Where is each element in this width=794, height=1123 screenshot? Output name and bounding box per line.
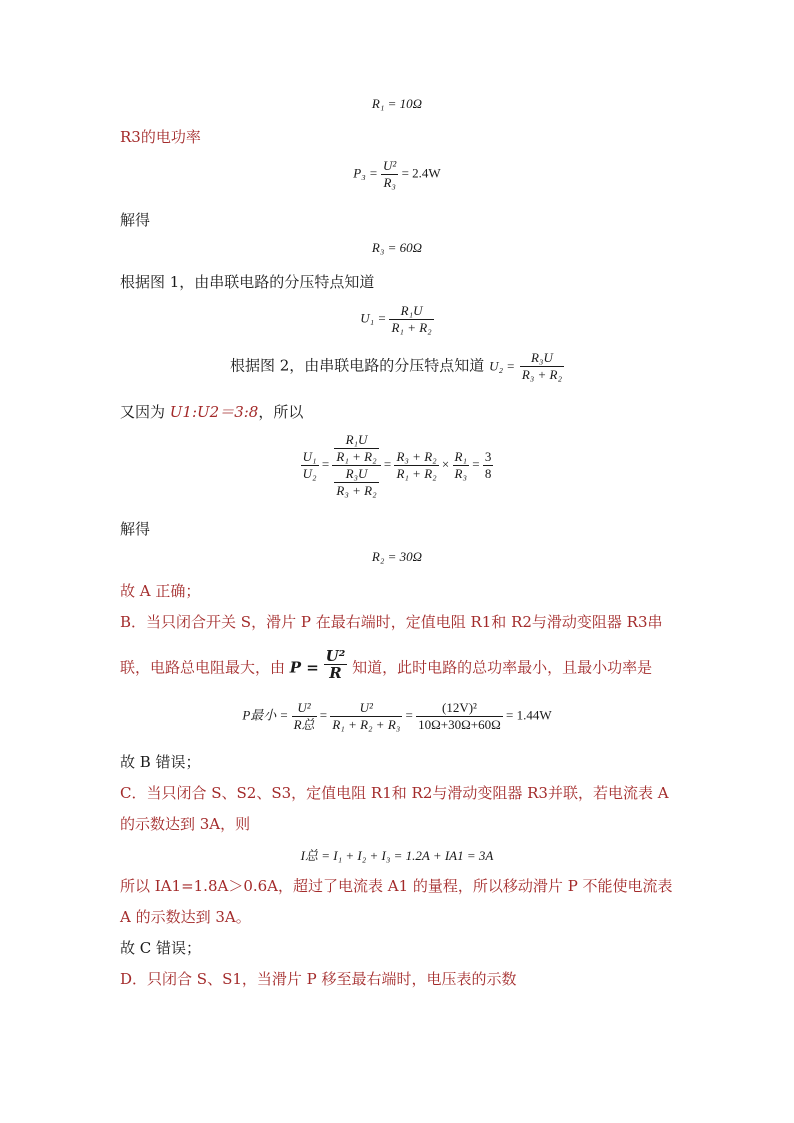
equation-current: [0, 845, 794, 864]
paragraph-text: 根据图 1，由串联电路的分压特点知道: [120, 273, 375, 291]
fraction: [453, 449, 469, 482]
fraction-result: [483, 449, 494, 482]
fraction: [334, 432, 378, 465]
numerator: U²: [325, 647, 346, 665]
equation-r2: [0, 549, 794, 565]
denominator: R₁ + R₂ + R₃: [332, 717, 401, 732]
equals-sign: =: [405, 707, 413, 723]
fraction: [520, 350, 564, 383]
label-text: R3的电功率: [120, 128, 201, 146]
equals-sign: =: [472, 456, 480, 472]
denominator: R₁ + R₂: [391, 320, 432, 335]
numerator: (12V)²: [416, 700, 503, 717]
equation-ratio: [0, 432, 794, 499]
numerator: R₁U: [389, 303, 433, 320]
jiede-1: [120, 209, 150, 231]
text-pre: 又因为: [120, 403, 170, 421]
text-pre: 联，电路总电阻最大，由: [120, 658, 286, 677]
ratio-text: [120, 401, 303, 423]
numerator: U²: [383, 158, 397, 173]
b-wrong: [120, 751, 201, 773]
b-line-1: [120, 611, 663, 633]
numerator: R₁U: [334, 432, 378, 449]
denominator: R总: [293, 717, 315, 732]
fig1-text: [120, 271, 374, 293]
equation-text: R₁ = 10Ω: [371, 96, 423, 111]
text-post: ，所以: [258, 403, 304, 421]
denominator: R₃: [454, 466, 467, 481]
denominator: 10Ω+30Ω+60Ω: [418, 717, 501, 732]
eq-lhs: U₁ =: [360, 310, 387, 326]
paragraph-text: 故 B 错误；: [120, 753, 201, 771]
c-line-2: [120, 813, 250, 835]
paragraph-text: 故 C 错误；: [120, 939, 202, 957]
eq-lhs: U₂ =: [489, 358, 516, 374]
denominator: 8: [484, 466, 492, 481]
paragraph-text: D．只闭合 S、S1，当滑片 P 移至最右端时，电压表的示数: [120, 970, 517, 988]
numerator: 3: [484, 449, 492, 464]
paragraph-text: C．当只闭合 S、S2、S3，定值电阻 R1和 R2与滑动变阻器 R3并联，若电流表 A: [120, 784, 669, 802]
eq-rhs: = 2.4W: [401, 165, 441, 181]
equals-sign: =: [321, 456, 330, 472]
denominator: R₃ + R₂: [521, 367, 563, 382]
numerator: U₁: [302, 449, 317, 464]
paragraph-text: 根据图 2，由串联电路的分压特点知道: [229, 356, 485, 375]
numerator: R₃U: [520, 350, 564, 367]
text-post: 知道，此时电路的总功率最小，且最小功率是: [352, 658, 653, 677]
paragraph-text: 的示数达到 3A，则: [120, 815, 251, 833]
eq-lhs: P =: [289, 658, 319, 677]
fraction: [324, 648, 348, 681]
c-wrong: [120, 937, 201, 959]
times-sign: ×: [441, 456, 450, 472]
compound-fraction: [332, 432, 380, 499]
numerator: R₃U: [334, 466, 378, 483]
label-text: 解得: [120, 211, 151, 229]
denominator: U₂: [302, 466, 317, 481]
numerator: U²: [330, 700, 402, 717]
ratio-value: U1:U2＝3:8: [169, 403, 259, 421]
fraction: [330, 700, 402, 733]
d-line-1: [120, 968, 517, 990]
fraction: [292, 700, 317, 733]
c-line-1: [120, 782, 669, 804]
paragraph-text: B．当只闭合开关 S，滑片 P 在最右端时，定值电阻 R1和 R2与滑动变阻器 R3串: [120, 613, 663, 631]
fraction: [381, 158, 398, 191]
equation-r3: [0, 240, 794, 256]
jiede-2: [120, 518, 150, 540]
paragraph-text: A 的示数达到 3A。: [120, 908, 251, 926]
equals-sign: =: [383, 456, 392, 472]
eq-lhs: P₃ =: [353, 165, 378, 181]
denominator: R₁ + R₂: [336, 449, 377, 464]
equation-pmin: [0, 700, 794, 733]
equals-sign: =: [319, 707, 328, 723]
paragraph-text: 故 A 正确；: [120, 582, 201, 600]
equation-text: R₂ = 30Ω: [371, 549, 423, 564]
c-line-3: [120, 875, 673, 897]
fraction-u1-u2: [301, 449, 319, 482]
fraction: [334, 466, 378, 499]
fraction: [389, 303, 433, 336]
label-text: 解得: [120, 520, 151, 538]
equation-text: I总 = I₁ + I₂ + I₃ = 1.2A + IA1 = 3A: [300, 848, 494, 863]
fraction: [394, 449, 438, 482]
r3-power-label: [120, 126, 201, 148]
equation-r1: [0, 96, 794, 112]
numerator: R₃ + R₂: [396, 449, 437, 464]
compound-denominator: [332, 466, 380, 499]
denominator: R₃: [383, 175, 396, 190]
equation-text: R₃ = 60Ω: [371, 240, 423, 255]
equation-u1: [0, 303, 794, 336]
fraction: [416, 700, 503, 733]
equation-p3: [0, 158, 794, 191]
denominator: R₁ + R₂: [396, 466, 437, 481]
eq-rhs: = 1.44W: [506, 707, 552, 723]
denominator: R: [329, 664, 342, 682]
compound-numerator: [332, 432, 380, 466]
fig2-line: [0, 350, 794, 383]
paragraph-text: 所以 IA1=1.8A＞0.6A，超过了电流表 A1 的量程，所以移动滑片 P 不能使电流表: [120, 877, 673, 895]
numerator: U²: [292, 700, 317, 717]
a-correct: [120, 580, 200, 602]
denominator: R₃ + R₂: [336, 483, 377, 498]
b-line-2: [120, 647, 653, 685]
numerator: R₁: [454, 449, 467, 464]
eq-lhs: P最小 =: [242, 707, 289, 723]
c-line-4: [120, 906, 251, 928]
